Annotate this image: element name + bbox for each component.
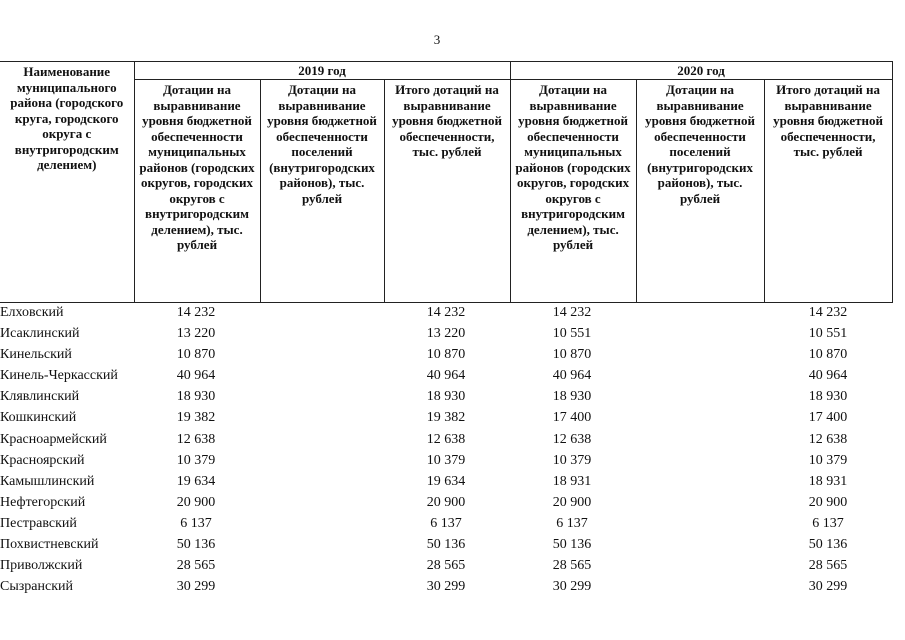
column-header-2019-total: Итого дотаций на выравнивание уровня бюджетной обеспеченности, тыс. рублей [384,80,510,303]
cell-2020-total: 40 964 [808,368,848,384]
cell-2020-total: 28 565 [808,558,848,574]
cell-2019-total: 10 870 [426,347,466,363]
cell-2020-districts: 18 931 [552,473,592,489]
cell-2019-total: 19 634 [426,473,466,489]
cell-2020-total: 10 870 [808,347,848,363]
cell-2019-total: 28 565 [426,558,466,574]
cell-2019-total: 12 638 [426,431,466,447]
table-header [0,61,893,303]
cell-2019-districts: 13 220 [176,326,216,342]
cell-2020-districts: 10 870 [552,347,592,363]
table-body [0,304,892,599]
cell-2019-total: 19 382 [426,410,466,426]
cell-2020-districts: 10 379 [552,452,592,468]
cell-2019-total: 14 232 [426,305,466,320]
cell-2019-total: 18 930 [426,389,466,405]
cell-2020-total: 10 379 [808,452,848,468]
cell-2019-districts: 50 136 [176,537,216,553]
column-header-2019: 2019 год [134,62,510,80]
district-name: Камышлинский [0,473,95,489]
cell-2020-districts: 40 964 [552,368,592,384]
table-row [0,473,892,494]
cell-2020-total: 18 931 [808,473,848,489]
district-name: Елховский [0,305,64,320]
column-header-2020-districts: Дотации на выравнивание уровня бюджетной обеспеченности муниципальных районов (городских округов, городских округов с внутригородским делением), тыс. рублей [510,80,636,303]
table-row [0,409,892,430]
cell-2020-districts: 28 565 [552,558,592,574]
table-row [0,578,892,599]
district-name: Красноармейский [0,431,107,447]
district-name: Нефтегорский [0,494,86,510]
cell-2019-total: 13 220 [426,326,466,342]
column-header-2020-settlements: Дотации на выравнивание уровня бюджетной обеспеченности поселений (внутригородских районов), тыс. рублей [636,80,764,303]
cell-2019-districts: 6 137 [180,515,212,531]
cell-2020-total: 17 400 [808,410,848,426]
table-row [0,346,892,367]
cell-2020-total: 50 136 [808,537,848,553]
table-row [0,536,892,557]
cell-2020-districts: 6 137 [556,515,588,531]
district-name: Красноярский [0,452,85,468]
table-row [0,452,892,473]
cell-2020-districts: 50 136 [552,537,592,553]
district-name: Пестравский [0,515,77,531]
district-name: Кошкинский [0,410,77,426]
page-number: 3 [433,32,441,47]
cell-2019-districts: 10 379 [176,452,216,468]
cell-2019-districts: 40 964 [176,368,216,384]
cell-2020-districts: 18 930 [552,389,592,405]
table-row [0,388,892,409]
cell-2020-districts: 30 299 [552,579,592,595]
district-name: Приволжский [0,558,83,574]
cell-2019-total: 30 299 [426,579,466,595]
cell-2020-districts: 10 551 [552,326,592,342]
cell-2019-total: 6 137 [430,515,462,531]
cell-2019-districts: 19 382 [176,410,216,426]
column-header-2019-districts: Дотации на выравнивание уровня бюджетной обеспеченности муниципальных районов (городских округов, городских округов с внутригородским делением), тыс. рублей [134,80,260,303]
district-name: Похвистневский [0,537,99,553]
column-header-2019-settlements: Дотации на выравнивание уровня бюджетной обеспеченности поселений (внутригородских районов), тыс. рублей [260,80,384,303]
cell-2020-total: 14 232 [808,305,848,320]
cell-2020-total: 30 299 [808,579,848,595]
cell-2019-districts: 20 900 [176,494,216,510]
table-row [0,515,892,536]
cell-2019-total: 20 900 [426,494,466,510]
cell-2019-districts: 14 232 [176,305,216,320]
table-row [0,325,892,346]
cell-2020-districts: 20 900 [552,494,592,510]
cell-2019-total: 50 136 [426,537,466,553]
district-name: Кинель-Черкасский [0,368,118,384]
column-header-2020-total: Итого дотаций на выравнивание уровня бюджетной обеспеченности, тыс. рублей [764,80,892,303]
district-name: Клявлинский [0,389,80,405]
cell-2019-districts: 10 870 [176,347,216,363]
cell-2020-total: 10 551 [808,326,848,342]
district-name: Исаклинский [0,326,80,342]
table-row [0,494,892,515]
table-row [0,557,892,578]
cell-2020-districts: 17 400 [552,410,592,426]
cell-2019-total: 40 964 [426,368,466,384]
cell-2019-total: 10 379 [426,452,466,468]
table-row [0,304,892,325]
cell-2020-districts: 12 638 [552,431,592,447]
cell-2019-districts: 12 638 [176,431,216,447]
cell-2020-total: 12 638 [808,431,848,447]
cell-2019-districts: 18 930 [176,389,216,405]
column-header-2020: 2020 год [510,62,892,80]
cell-2020-total: 20 900 [808,494,848,510]
cell-2020-districts: 14 232 [552,305,592,320]
cell-2019-districts: 30 299 [176,579,216,595]
cell-2020-total: 6 137 [812,515,844,531]
cell-2019-districts: 28 565 [176,558,216,574]
district-name: Сызранский [0,579,73,595]
column-header-name: Наименование муниципального района (городского круга, городского округа с внутригородским делением) [0,62,134,303]
table-row [0,431,892,452]
table-row [0,367,892,388]
district-name: Кинельский [0,347,72,363]
cell-2020-total: 18 930 [808,389,848,405]
cell-2019-districts: 19 634 [176,473,216,489]
